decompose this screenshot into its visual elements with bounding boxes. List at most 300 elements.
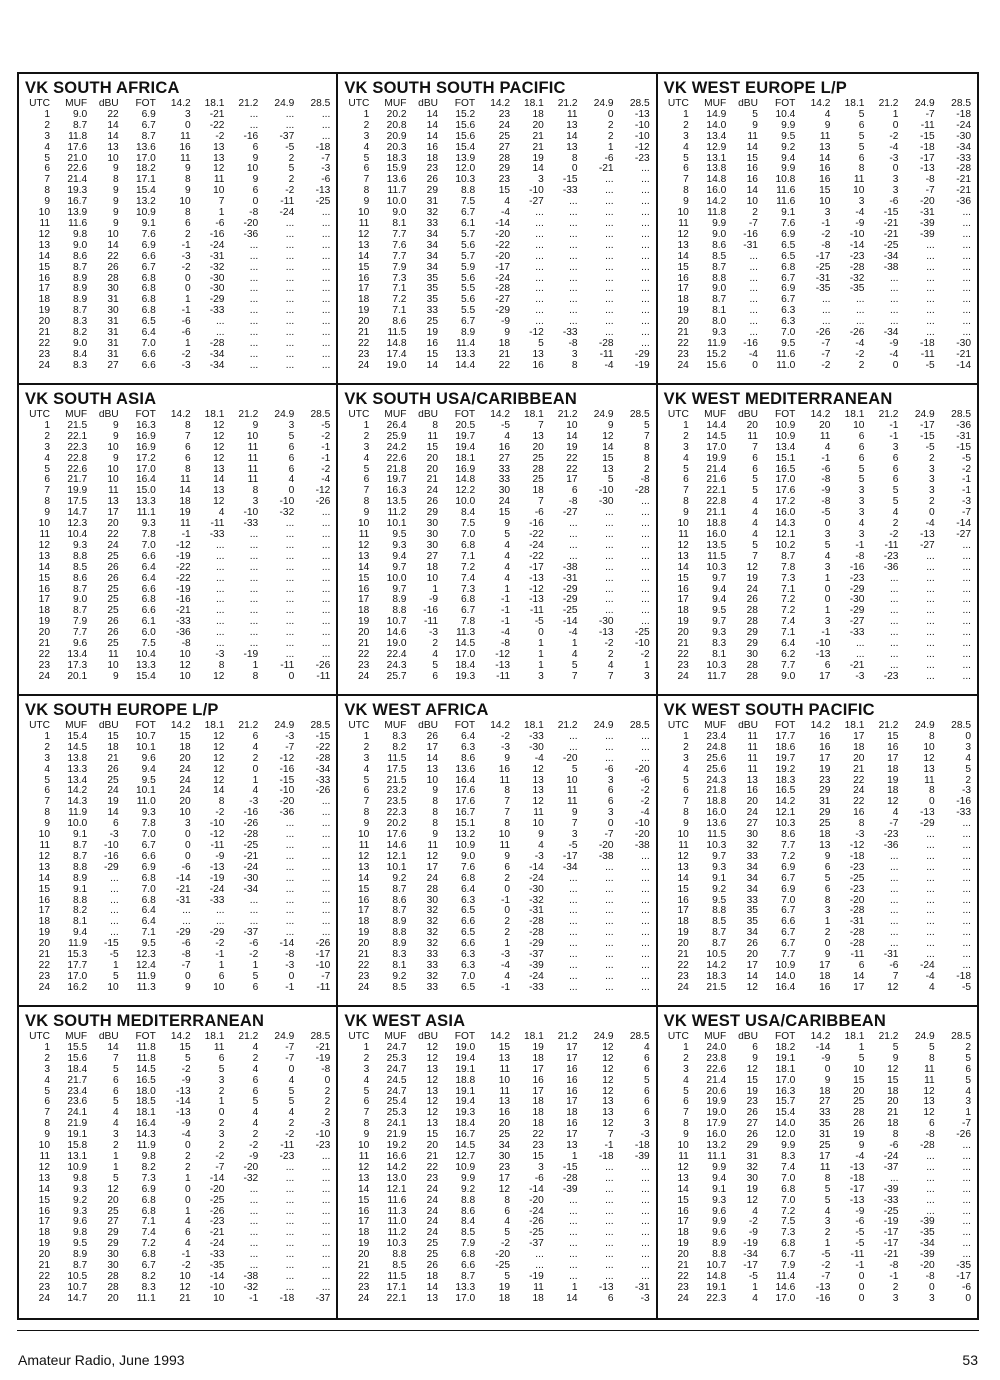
- table-cell: 24: [358, 982, 370, 993]
- table-cell: 20.6: [706, 1086, 727, 1097]
- table-cell: 23: [38, 349, 51, 360]
- table-row: [25, 132, 332, 143]
- table-cell: ...: [749, 273, 758, 284]
- table-cell: -20: [529, 1195, 544, 1206]
- table-cell: 9: [571, 808, 578, 819]
- table-cell: -25: [495, 1261, 511, 1272]
- table-cell: -29: [562, 595, 578, 606]
- table-cell: ...: [889, 917, 899, 928]
- table-cell: 2: [892, 1282, 899, 1293]
- table-cell: 7.1: [141, 928, 156, 939]
- table-cell: ...: [215, 639, 225, 650]
- table-cell: 11: [247, 453, 259, 464]
- table-cell: ...: [605, 1250, 614, 1261]
- table-cell: -1: [961, 486, 971, 497]
- table-cell: 5: [363, 153, 370, 164]
- table-cell: 9: [363, 197, 370, 208]
- table-cell: 10: [426, 775, 438, 786]
- table-cell: 19: [358, 1239, 370, 1250]
- table-cell: -15: [562, 1162, 578, 1173]
- table-cell: 2: [824, 1228, 831, 1239]
- table-cell: 4: [965, 753, 971, 764]
- table-row: [664, 628, 973, 639]
- table-cell: -8: [925, 1271, 935, 1282]
- table-cell: 0: [965, 1293, 971, 1304]
- table-cell: 11: [678, 840, 689, 851]
- table-cell: 12: [38, 1162, 51, 1173]
- table-cell: 12: [532, 764, 544, 775]
- column-header: FOT: [135, 1032, 156, 1042]
- table-cell: 32: [426, 208, 438, 219]
- table-cell: ...: [926, 262, 935, 273]
- table-cell: ...: [962, 551, 971, 562]
- table-cell: 0: [288, 1064, 295, 1075]
- table-cell: 10: [532, 819, 544, 830]
- table-cell: 18: [819, 971, 831, 982]
- table-cell: -3: [961, 786, 971, 797]
- table-cell: -12: [849, 840, 865, 851]
- table-cell: 11.9: [136, 1141, 156, 1152]
- table-cell: -2: [821, 229, 831, 240]
- table-cell: ...: [962, 1206, 971, 1217]
- table-cell: 12: [179, 1282, 191, 1293]
- panel-title: VK WEST ASIA: [344, 1012, 466, 1030]
- table-cell: -1: [500, 595, 511, 606]
- table-cell: -28: [919, 1141, 935, 1152]
- table-cell: 14.8: [455, 475, 476, 486]
- table-cell: 9.9: [781, 164, 796, 175]
- table-cell: 6.7: [460, 317, 476, 328]
- table-cell: 9.3: [392, 540, 407, 551]
- table-cell: 10: [677, 1141, 689, 1152]
- table-cell: 9: [607, 420, 614, 431]
- table-cell: 22.6: [67, 464, 88, 475]
- table-cell: 6: [363, 475, 370, 486]
- table-cell: 0: [538, 628, 544, 639]
- table-cell: 0: [185, 971, 191, 982]
- table-cell: 12.9: [706, 142, 727, 153]
- table-cell: ...: [249, 273, 259, 284]
- table-cell: -16: [849, 562, 865, 573]
- table-row: [25, 475, 332, 486]
- table-cell: ...: [569, 928, 578, 939]
- table-row: [344, 628, 651, 639]
- table-cell: 24: [358, 671, 370, 682]
- table-cell: 11: [678, 529, 689, 540]
- table-cell: 13: [426, 1119, 438, 1130]
- table-cell: 19: [38, 928, 51, 939]
- table-cell: -27: [849, 617, 865, 628]
- table-cell: 10.9: [135, 208, 156, 219]
- table-cell: 3: [683, 131, 689, 142]
- table-row: [664, 530, 973, 541]
- table-cell: -35: [209, 1261, 225, 1272]
- table-row: [25, 252, 332, 263]
- table-cell: 5: [44, 153, 51, 164]
- table-row: [664, 1076, 973, 1087]
- table-cell: ...: [249, 251, 259, 262]
- table-cell: 33: [426, 306, 438, 317]
- table-cell: 4: [892, 808, 899, 819]
- table-cell: 6.1: [460, 218, 476, 229]
- table-cell: -24: [529, 873, 544, 884]
- table-cell: 3: [965, 742, 971, 753]
- table-cell: 5: [683, 775, 689, 786]
- table-cell: ...: [321, 928, 331, 939]
- table-cell: 4: [113, 1108, 119, 1119]
- table-row: [25, 1087, 332, 1098]
- table-cell: 27: [426, 551, 438, 562]
- table-cell: 9.9: [781, 1141, 796, 1152]
- table-cell: -13: [529, 595, 544, 606]
- table-cell: 11.9: [136, 971, 156, 982]
- table-cell: 2: [252, 1130, 259, 1141]
- table-cell: ...: [962, 617, 971, 628]
- table-cell: 21: [677, 328, 689, 339]
- table-row: [25, 808, 332, 819]
- table-cell: ...: [569, 873, 578, 884]
- table-cell: -6: [534, 1173, 544, 1184]
- table-cell: 10: [179, 808, 191, 819]
- table-cell: 18: [498, 338, 511, 349]
- table-cell: 8: [113, 175, 119, 186]
- table-cell: -1: [285, 982, 295, 993]
- table-cell: ...: [641, 917, 650, 928]
- table-cell: 20: [38, 317, 51, 328]
- table-cell: ...: [641, 262, 650, 273]
- table-cell: 19: [677, 1239, 689, 1250]
- table-cell: 0: [858, 1271, 865, 1282]
- table-cell: ...: [285, 229, 295, 240]
- table-cell: 7: [607, 1130, 614, 1141]
- table-row: [25, 754, 332, 765]
- table-cell: ...: [926, 606, 935, 617]
- table-cell: 18: [532, 109, 544, 120]
- table-header-row: [664, 721, 973, 732]
- table-cell: 2: [363, 742, 370, 753]
- table-row: [25, 1228, 332, 1239]
- table-cell: 24: [38, 1293, 51, 1304]
- table-cell: 24: [179, 764, 191, 775]
- table-cell: 6.7: [460, 606, 476, 617]
- table-cell: -18: [849, 851, 865, 862]
- table-cell: -28: [562, 1173, 578, 1184]
- table-cell: 26: [107, 764, 119, 775]
- table-cell: 3: [607, 808, 614, 819]
- table-cell: 18.4: [455, 660, 476, 671]
- table-row: [25, 896, 332, 907]
- table-cell: 5: [607, 475, 614, 486]
- table-cell: ...: [605, 928, 614, 939]
- table-cell: 19.9: [67, 486, 88, 497]
- table-cell: 9.4: [141, 764, 156, 775]
- table-cell: -2: [855, 349, 865, 360]
- table-row: [25, 164, 332, 175]
- table-cell: -9: [215, 851, 225, 862]
- table-cell: 3: [683, 442, 689, 453]
- table-cell: 16: [426, 142, 438, 153]
- table-cell: -20: [279, 797, 295, 808]
- table-cell: 23: [498, 1162, 511, 1173]
- table-row: [344, 208, 651, 219]
- table-cell: 1: [683, 1042, 689, 1053]
- table-cell: 15: [358, 262, 370, 273]
- table-cell: 15: [746, 1075, 758, 1086]
- table-cell: 12: [746, 1195, 758, 1206]
- table-cell: 14: [677, 562, 689, 573]
- table-cell: ...: [321, 1184, 331, 1195]
- table-cell: -6: [181, 317, 191, 328]
- table-cell: ...: [605, 895, 614, 906]
- table-cell: -4: [321, 475, 331, 486]
- table-cell: ...: [926, 295, 935, 306]
- table-cell: 11: [747, 731, 758, 742]
- table-cell: 21: [532, 131, 544, 142]
- table-cell: 2: [288, 175, 295, 186]
- table-cell: 10: [107, 153, 119, 164]
- table-cell: 21: [107, 753, 119, 764]
- table-cell: 12: [213, 731, 225, 742]
- table-row: [344, 443, 651, 454]
- table-row: [25, 1054, 332, 1065]
- table-cell: 22: [677, 649, 689, 660]
- table-cell: 15: [677, 262, 689, 273]
- table-row: [25, 1207, 332, 1218]
- table-cell: ...: [962, 950, 971, 961]
- table-cell: 9: [185, 164, 191, 175]
- table-row: [664, 508, 973, 519]
- table-cell: ...: [110, 917, 119, 928]
- column-header: 14.2: [810, 410, 831, 420]
- table-cell: ...: [249, 295, 259, 306]
- table-cell: 5: [113, 971, 119, 982]
- table-cell: -31: [815, 273, 831, 284]
- table-cell: -3: [285, 731, 295, 742]
- table-cell: ...: [569, 262, 578, 273]
- panel-title: VK SOUTH USA/CARIBBEAN: [344, 390, 577, 408]
- table-row: [344, 1174, 651, 1185]
- table-cell: ...: [641, 1173, 650, 1184]
- table-cell: -30: [956, 338, 971, 349]
- table-cell: -7: [821, 1271, 831, 1282]
- table-cell: 8.3: [392, 950, 407, 961]
- table-cell: 8: [432, 420, 438, 431]
- table-cell: -2: [215, 131, 225, 142]
- table-cell: 24: [746, 808, 758, 819]
- table-cell: 14.7: [67, 508, 88, 519]
- table-cell: -10: [279, 497, 295, 508]
- table-cell: -21: [209, 1228, 225, 1239]
- table-row: [664, 465, 973, 476]
- table-cell: 3: [538, 175, 544, 186]
- table-cell: 11.3: [136, 982, 156, 993]
- table-cell: 4: [643, 1042, 650, 1053]
- table-cell: 8: [929, 731, 935, 742]
- table-cell: 9.6: [72, 639, 88, 650]
- table-cell: 2: [185, 1162, 191, 1173]
- table-cell: 13: [677, 551, 689, 562]
- table-cell: 6: [607, 797, 614, 808]
- table-cell: 11: [533, 1282, 544, 1293]
- table-cell: 4: [752, 519, 758, 530]
- column-header: 21.2: [238, 99, 259, 109]
- table-cell: 1: [113, 960, 119, 971]
- table-cell: 11.6: [387, 1195, 407, 1206]
- table-cell: 13: [923, 764, 935, 775]
- table-cell: 0: [288, 671, 295, 682]
- table-header-row: [344, 99, 651, 110]
- table-cell: 14: [853, 971, 865, 982]
- table-cell: 10.3: [706, 840, 727, 851]
- table-cell: -33: [883, 1195, 899, 1206]
- table-cell: 12: [602, 431, 614, 442]
- table-cell: -1: [889, 420, 899, 431]
- table-cell: 7.3: [781, 573, 796, 584]
- table-cell: ...: [605, 508, 614, 519]
- table-cell: ...: [321, 508, 331, 519]
- table-cell: -18: [315, 142, 331, 153]
- table-cell: 10.3: [775, 819, 796, 830]
- column-header: UTC: [348, 410, 370, 420]
- table-cell: 1: [892, 109, 899, 120]
- table-cell: 13: [532, 431, 544, 442]
- table-cell: 12: [179, 660, 191, 671]
- table-cell: 8.6: [781, 830, 796, 841]
- table-cell: 9.9: [712, 1162, 727, 1173]
- table-cell: 17: [677, 595, 689, 606]
- table-cell: 24: [107, 786, 119, 797]
- table-cell: 9.0: [460, 851, 476, 862]
- table-cell: 6: [504, 1206, 511, 1217]
- table-cell: -9: [855, 1206, 865, 1217]
- table-cell: ...: [641, 164, 650, 175]
- table-cell: ...: [249, 551, 259, 562]
- table-cell: 25.4: [386, 1097, 407, 1108]
- table-cell: -29: [529, 939, 544, 950]
- table-cell: 32: [426, 971, 438, 982]
- table-cell: 16.7: [455, 808, 476, 819]
- table-cell: 16: [746, 164, 758, 175]
- table-cell: 17: [819, 1151, 831, 1162]
- table-cell: 3: [185, 109, 191, 120]
- table-cell: 0: [185, 284, 191, 295]
- table-cell: 30: [498, 1151, 511, 1162]
- table-cell: -14: [849, 240, 865, 251]
- table-cell: 6.6: [141, 584, 156, 595]
- column-header: 28.5: [629, 410, 650, 420]
- table-cell: 11: [747, 431, 758, 442]
- table-row: [664, 1097, 973, 1108]
- table-row: [25, 350, 332, 361]
- table-row: [25, 595, 332, 606]
- column-header: 21.2: [878, 1032, 899, 1042]
- table-cell: -8: [821, 475, 831, 486]
- table-cell: 7: [44, 797, 51, 808]
- table-cell: 9.1: [712, 1184, 727, 1195]
- table-row: [664, 617, 973, 628]
- table-row: [344, 797, 651, 808]
- table-cell: ...: [321, 851, 331, 862]
- table-cell: -2: [748, 1217, 758, 1228]
- table-cell: -14: [562, 617, 578, 628]
- table-cell: -25: [815, 262, 831, 273]
- table-cell: 19: [426, 328, 438, 339]
- table-cell: 5: [504, 529, 511, 540]
- table-cell: -13: [495, 660, 511, 671]
- table-cell: 3: [824, 529, 831, 540]
- table-cell: 8.5: [712, 917, 727, 928]
- table-cell: 2: [824, 928, 831, 939]
- table-cell: 5: [252, 971, 259, 982]
- table-cell: 13.8: [706, 164, 727, 175]
- table-cell: 5: [892, 1042, 899, 1053]
- table-cell: 7: [363, 486, 370, 497]
- table-cell: -3: [285, 960, 295, 971]
- table-cell: ...: [249, 338, 259, 349]
- table-cell: ...: [749, 328, 758, 339]
- table-cell: 10.3: [706, 660, 727, 671]
- table-cell: 11.6: [776, 186, 796, 197]
- table-cell: 14: [426, 109, 438, 120]
- table-cell: -35: [919, 1228, 935, 1239]
- table-cell: ...: [926, 628, 935, 639]
- table-cell: ...: [926, 928, 935, 939]
- table-cell: 24.8: [706, 742, 727, 753]
- table-cell: -23: [849, 251, 865, 262]
- table-cell: ...: [962, 306, 971, 317]
- table-cell: 14.2: [706, 960, 727, 971]
- table-cell: 18.3: [775, 775, 796, 786]
- table-cell: ...: [285, 551, 295, 562]
- table-cell: 3: [113, 1130, 119, 1141]
- table-cell: 12: [887, 797, 899, 808]
- table-cell: 6.8: [141, 306, 156, 317]
- table-cell: 9.9: [712, 1217, 727, 1228]
- table-cell: 18.8: [706, 797, 727, 808]
- table-cell: 18: [426, 153, 438, 164]
- table-cell: -2: [215, 808, 225, 819]
- table-cell: 9.6: [712, 1206, 727, 1217]
- table-cell: -30: [956, 131, 971, 142]
- table-cell: ...: [249, 284, 259, 295]
- table-cell: 14.5: [455, 1141, 476, 1152]
- table-cell: 13.9: [455, 153, 476, 164]
- table-cell: -13: [849, 1195, 865, 1206]
- table-cell: 17.4: [386, 349, 407, 360]
- table-cell: 10.5: [706, 950, 727, 961]
- table-cell: -31: [919, 208, 935, 219]
- table-cell: 6: [683, 475, 689, 486]
- table-cell: 17: [566, 1097, 578, 1108]
- table-cell: -19: [743, 1239, 758, 1250]
- table-cell: ...: [215, 540, 225, 551]
- table-cell: -2: [821, 360, 831, 371]
- table-row: [25, 295, 332, 306]
- table-cell: 29: [746, 1141, 758, 1152]
- table-cell: 6.3: [460, 895, 476, 906]
- table-cell: 3: [858, 508, 865, 519]
- table-cell: 24: [358, 1293, 370, 1304]
- column-header: dBU: [738, 721, 758, 731]
- table-cell: -23: [209, 1217, 225, 1228]
- table-cell: ...: [321, 251, 331, 262]
- table-cell: -32: [243, 1173, 259, 1184]
- table-cell: 5: [752, 540, 758, 551]
- table-cell: ...: [962, 819, 971, 830]
- table-cell: -7: [961, 508, 971, 519]
- table-cell: 11: [853, 175, 865, 186]
- table-cell: -33: [956, 153, 971, 164]
